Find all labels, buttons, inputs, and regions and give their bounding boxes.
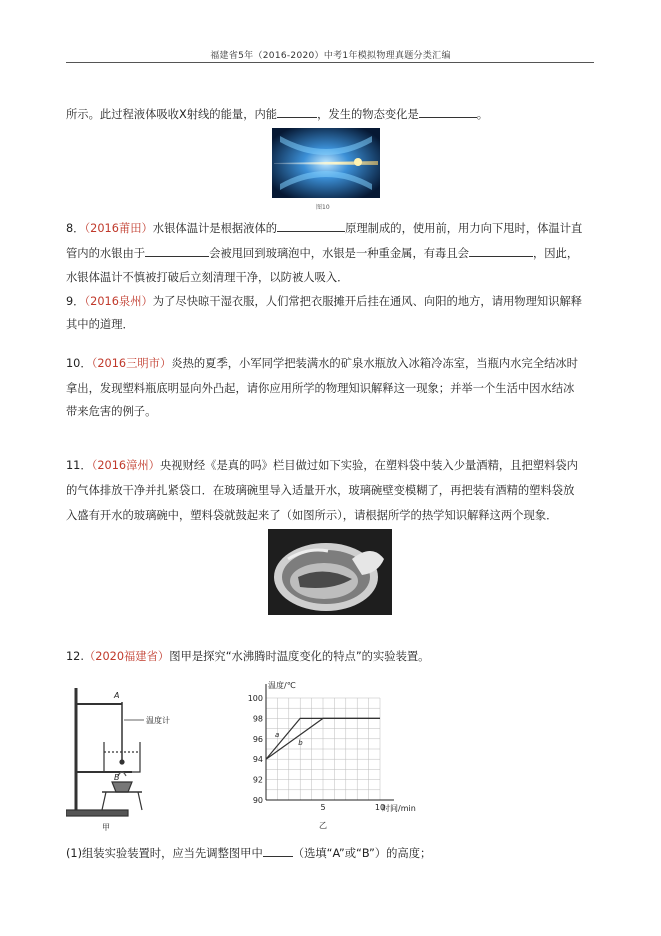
q12-number: 12. [66, 650, 84, 663]
q11-source: （2016漳州） [91, 459, 160, 472]
q8-line-1 [66, 221, 582, 236]
q8-text-2b: 会被甩回到玻璃泡中，水银是一种重金属，有毒且会 [209, 247, 469, 260]
y-tick-label: 92 [252, 775, 263, 785]
q12-sub1-text-b: （选填“A”或“B”）的高度； [292, 847, 432, 860]
y-tick-label: 94 [252, 755, 263, 765]
thermometer-label: 温度计 [146, 716, 170, 725]
stand-base [66, 810, 128, 816]
figure-10-caption: 图10 [316, 204, 330, 211]
q8-source: （2016莆田） [84, 222, 153, 235]
q11-text-1: 央视财经《是真的吗》栏目做过如下实验，在塑料袋中装入少量酒精，且把塑料袋内 [159, 459, 578, 472]
q11-line-1 [66, 459, 578, 473]
q10-source: （2016三明市） [91, 357, 172, 370]
q10-line-1 [66, 357, 578, 371]
q9-line-1 [66, 295, 582, 309]
glass-bowl-photo [268, 529, 392, 615]
q10-line-3: 带来危害的例子。 [66, 405, 157, 418]
y-tick-label: 90 [252, 796, 263, 805]
intro-text-a: 所示。此过程液体吸收X射线的能量，内能 [66, 108, 278, 121]
q8-text-2c: ，因此， [532, 247, 579, 260]
q9-text-1: 为了尽快晾干湿衣服，人们常把衣服摊开后挂在通风、向阳的地方，请用物理知识解释 [152, 295, 583, 308]
q8-line-2 [66, 246, 578, 261]
q12-line-1 [66, 650, 429, 664]
y-tick-label: 98 [252, 714, 263, 724]
chart-caption: 乙 [319, 821, 327, 830]
q8-blank-evaporation[interactable] [469, 246, 533, 257]
label-b: B [114, 773, 120, 782]
page-header: 福建省5年（2016-2020）中考1年模拟物理真题分类汇编 [210, 51, 451, 61]
q8-text-1a: 水银体温计是根据液体的 [152, 222, 278, 235]
series-label-b: b [298, 738, 303, 747]
q10-number: 10． [66, 357, 92, 370]
x-tick-label: 10 [374, 803, 386, 812]
q9-line-2: 其中的道理． [66, 318, 134, 331]
q8-line-3: 水银体温计不慎被打破后立刻清理干净，以防被人吸入． [66, 271, 349, 284]
y-tick-label: 96 [252, 734, 263, 744]
series-label-a: a [274, 730, 280, 739]
q11-line-3: 入盛有开水的玻璃碗中，塑料袋就鼓起来了（如图所示），请根据所学的热学知识解释这两个现象． [66, 509, 558, 522]
q8-text-2a: 管内的水银由于 [66, 247, 146, 260]
q12-sub1-text-a: (1)组装实验装置时，应当先调整图甲中 [66, 847, 263, 860]
header-divider [66, 62, 594, 63]
y-tick-label: 100 [247, 694, 263, 703]
q12-source: （2020福建省） [83, 650, 170, 663]
apparatus-diagram [66, 684, 196, 834]
q10-line-2: 拿出，发现塑料瓶底明显向外凸起，请你应用所学的物理知识解释这一现象；并举一个生活中因水结冰 [66, 382, 575, 395]
q8-blank-inertia[interactable] [145, 246, 209, 257]
q11-line-2: 的气体排放干净并扎紧袋口．在玻璃碗里导入适量开水，玻璃碗壁变模糊了，再把装有酒精的塑料袋放 [66, 484, 575, 497]
alcohol-lamp [112, 782, 132, 792]
intro-text-b: ，发生的物态变化是 [317, 108, 419, 121]
apparatus-caption: 甲 [102, 823, 110, 832]
blank-state-change[interactable] [419, 107, 477, 118]
q9-source: （2016泉州） [84, 295, 153, 308]
q12-sub1-line [66, 846, 431, 861]
q9-number: 9． [66, 295, 85, 308]
q10-text-1: 炎热的夏季，小军同学把装满水的矿泉水瓶放入冰箱冷冻室，当瓶内水完全结冰时 [171, 357, 578, 370]
thermometer-bulb [120, 760, 124, 764]
q11-number: 11． [66, 459, 92, 472]
intro-text-c: 。 [476, 108, 489, 121]
x-tick-label: 5 [320, 803, 326, 812]
q12-sub1-blank[interactable] [263, 846, 293, 857]
q8-text-1b: 原理制成的，使用前，用力向下甩时，体温计直 [345, 222, 583, 235]
blank-internal-energy[interactable] [277, 107, 317, 118]
y-axis-label: 温度/℃ [268, 681, 296, 690]
label-a: A [114, 691, 120, 700]
temperature-chart [236, 676, 432, 832]
intro-line [66, 107, 488, 122]
q12-text-1: 图甲是探究“水沸腾时温度变化的特点”的实验装置。 [169, 650, 430, 663]
xray-figure-image [272, 128, 380, 198]
q8-blank-principle[interactable] [277, 221, 345, 232]
x-axis-label: 时间/min [382, 804, 416, 813]
q8-number: 8． [66, 222, 85, 235]
